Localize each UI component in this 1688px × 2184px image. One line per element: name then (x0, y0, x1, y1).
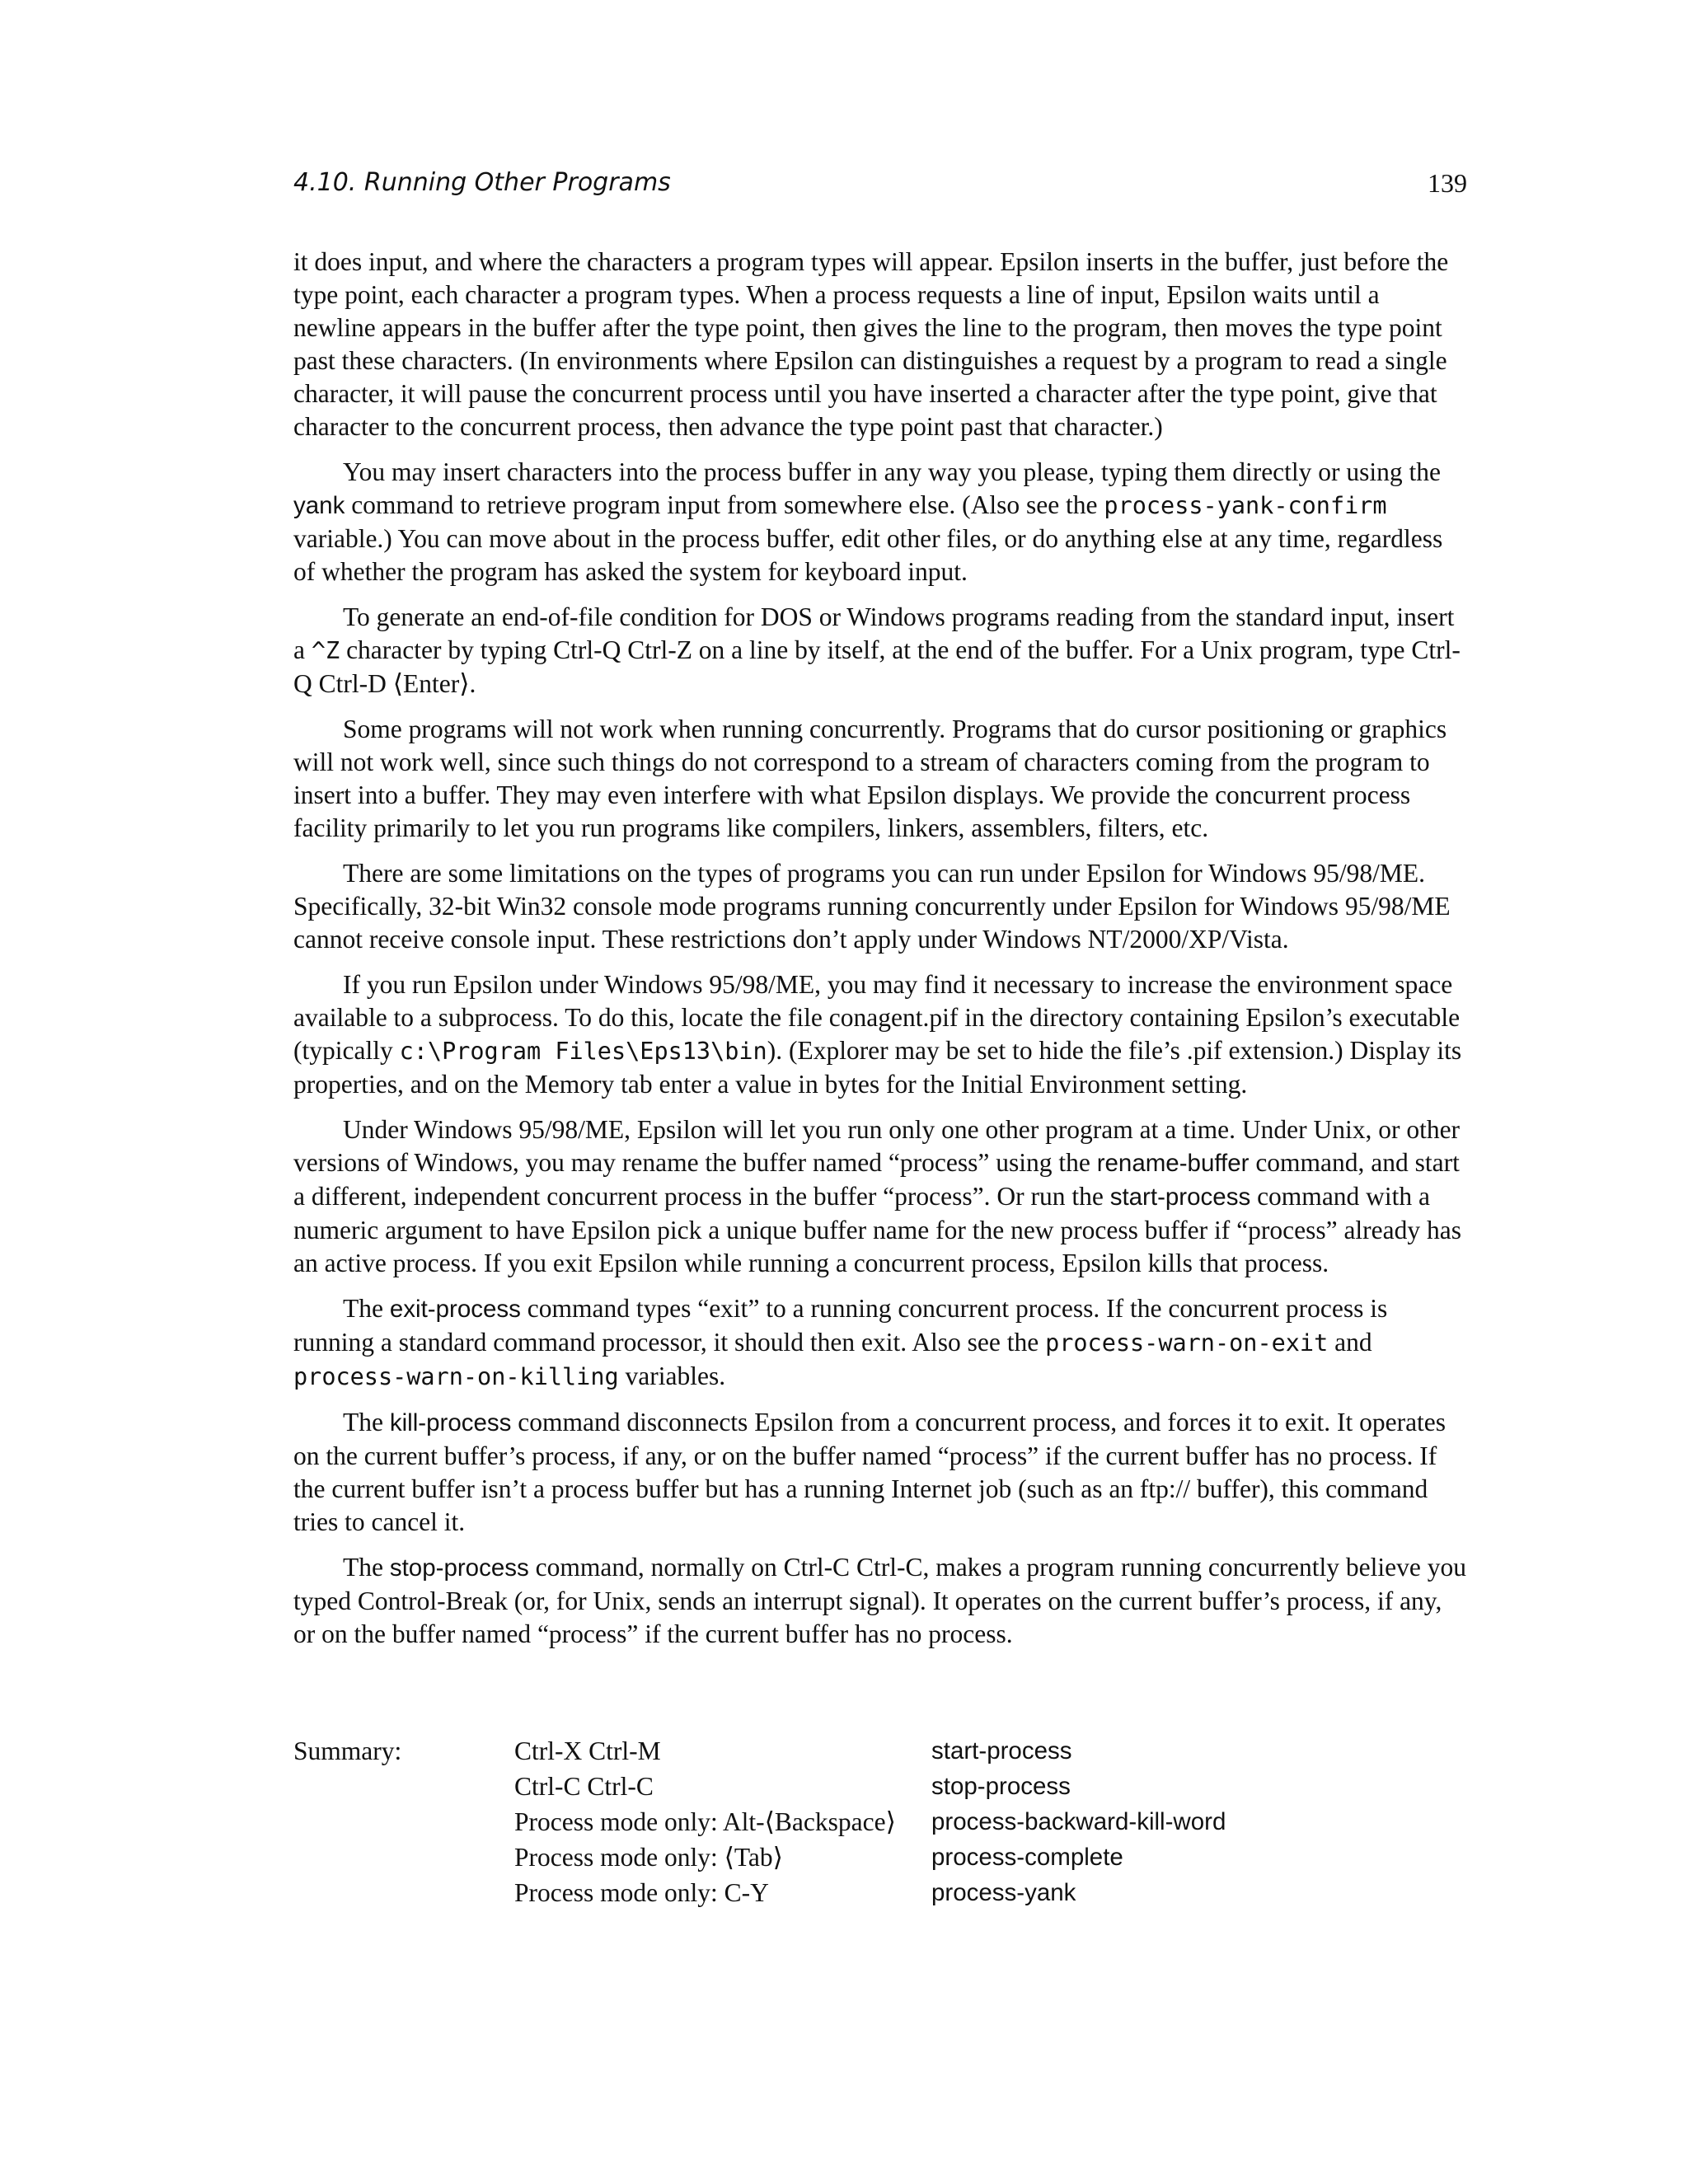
body-paragraph (293, 601, 1467, 701)
section-title: 4.10. Running Other Programs (293, 168, 671, 197)
paragraph-text: The (343, 1294, 390, 1323)
paragraph-text: it does input, and where the characters a program types will appear. Epsilon inserts in the buffer, just before the type point, each character a program types. When a process requests a line of input, Epsilon waits until a newline appears in the buffer after the type point, then gives the line to the program, then moves the type point past these characters. (In environments where Epsilon can distinguishes a request by a program to read a single character, it will pause the concurrent process until you have inserted a character after the type point, give that character to the concurrent process, then advance the type point past that character.) (293, 247, 1449, 441)
summary-row (514, 1736, 1467, 1772)
paragraph-text: and (1328, 1328, 1372, 1357)
paragraph-text: The (343, 1408, 390, 1436)
paragraph-text: command, and start a different, independent concurrent process in the buffer “process”. Or run the (293, 1148, 1460, 1211)
paragraph-text: command disconnects Epsilon from a concurrent process, and forces it to exit. It operates on the current buffer’s process, if any, or on the buffer named “process” if the current buffer has no process. If the current buffer isn’t a process buffer but has a running Internet job (such as an ftp:// buffer), this command tries to cancel it. (293, 1408, 1447, 1536)
summary-keys: Process mode only: C-Y (514, 1878, 769, 1907)
body-paragraph (293, 1292, 1467, 1394)
summary-row (514, 1878, 1467, 1914)
paragraph-text: You may insert characters into the process buffer in any way you please, typing them directly or using the (343, 457, 1442, 486)
command-name: yank (293, 492, 345, 519)
paragraph-text: The (343, 1553, 390, 1582)
summary-command: process-yank (931, 1879, 1076, 1906)
body-text (293, 246, 1467, 1663)
summary-row (514, 1843, 1467, 1878)
summary-keys: Ctrl-C Ctrl-C (514, 1772, 654, 1801)
paragraph-text: If you run Epsilon under Windows 95/98/ME, you may find it necessary to increase the environment space available to a subprocess. To do this, locate the file conagent.pif in the directory containing Epsilon’s executable (typically (293, 970, 1461, 1065)
summary-keys: Ctrl-X Ctrl-M (514, 1736, 661, 1765)
body-paragraph (293, 246, 1467, 443)
paragraph-text: Some programs will not work when running concurrently. Programs that do cursor positioning or graphics will not work well, since such things do not correspond to a stream of characters coming from the program to insert into a buffer. They may even interfere with what Epsilon displays. We provide the concurrent process facility primarily to let you run programs like compilers, linkers, assemblers, filters, etc. (293, 715, 1447, 842)
summary-command: start-process (931, 1737, 1072, 1765)
paragraph-text: There are some limitations on the types of programs you can run under Epsilon for Windows 95/98/ME. Specifically, 32-bit Win32 console mode programs running concurrently under Epsilon for Windows 95/98/ME cannot receive console input. These restrictions don’t apply under Windows NT/2000/XP/Vista. (293, 859, 1451, 954)
summary-keys: Process mode only: Alt-⟨Backspace⟩ (514, 1807, 896, 1836)
code-text: ^Z (311, 637, 340, 664)
summary-row (514, 1772, 1467, 1807)
paragraph-text: command with a numeric argument to have Epsilon pick a unique buffer name for the new process buffer if “process” already has an active process. If you exit Epsilon while running a concurrent process, Epsilon kills that process. (293, 1182, 1461, 1277)
summary-label: Summary: (293, 1736, 402, 1765)
body-paragraph (293, 857, 1467, 956)
paragraph-text: ). (Explorer may be set to hide the file’s .pif extension.) Display its properties, and on the Memory tab enter a value in bytes for the Initial Environment setting. (293, 1036, 1462, 1099)
body-paragraph (293, 713, 1467, 845)
paragraph-text: To generate an end-of-file condition for DOS or Windows programs reading from the standard input, insert a (293, 602, 1455, 664)
code-text: process-yank-confirm (1104, 492, 1387, 519)
code-text: c:\Program Files\Eps13\bin (399, 1038, 767, 1065)
paragraph-text: character by typing Ctrl-Q Ctrl-Z on a line by itself, at the end of the buffer. For a Unix program, type Ctrl-Q Ctrl-D ⟨Enter⟩. (293, 635, 1461, 698)
body-paragraph (293, 1113, 1467, 1280)
body-paragraph (293, 1551, 1467, 1651)
body-paragraph (293, 968, 1467, 1101)
command-name: start-process (1109, 1183, 1251, 1211)
summary-row (514, 1807, 1467, 1843)
running-header (293, 168, 1467, 204)
command-name: stop-process (389, 1554, 529, 1582)
code-text: process-warn-on-killing (293, 1363, 619, 1390)
page-number: 139 (1428, 168, 1467, 198)
code-text: process-warn-on-exit (1045, 1329, 1329, 1357)
paragraph-text: variables. (618, 1361, 726, 1390)
body-paragraph (293, 1406, 1467, 1539)
paragraph-text: command types “exit” to a running concurrent process. If the concurrent process is running a standard command processor, it should then exit. Also see the (293, 1294, 1388, 1357)
command-name: rename-buffer (1096, 1150, 1250, 1177)
paragraph-text: command to retrieve program input from somewhere else. (Also see the (345, 490, 1104, 519)
paragraph-text: Under Windows 95/98/ME, Epsilon will let you run only one other program at a time. Under Unix, or other versions of Windows, you may rename the buffer named “process” using the (293, 1115, 1461, 1177)
command-name: kill-process (389, 1409, 512, 1436)
paragraph-text: command, normally on Ctrl-C Ctrl-C, makes a program running concurrently believe you typed Control-Break (or, for Unix, sends an interrupt signal). It operates on the current buffer’s process, if any, or on the buffer named “process” if the current buffer has no process. (293, 1553, 1466, 1648)
summary-command: process-complete (931, 1844, 1123, 1871)
summary-command: stop-process (931, 1773, 1071, 1800)
body-paragraph (293, 456, 1467, 588)
paragraph-text: variable.) You can move about in the process buffer, edit other files, or do anything else at any time, regardless of whether the program has asked the system for keyboard input. (293, 524, 1443, 586)
command-name: exit-process (389, 1296, 521, 1323)
summary-command: process-backward-kill-word (931, 1808, 1226, 1835)
summary-keys: Process mode only: ⟨Tab⟩ (514, 1843, 783, 1872)
document-page (293, 0, 1467, 2184)
